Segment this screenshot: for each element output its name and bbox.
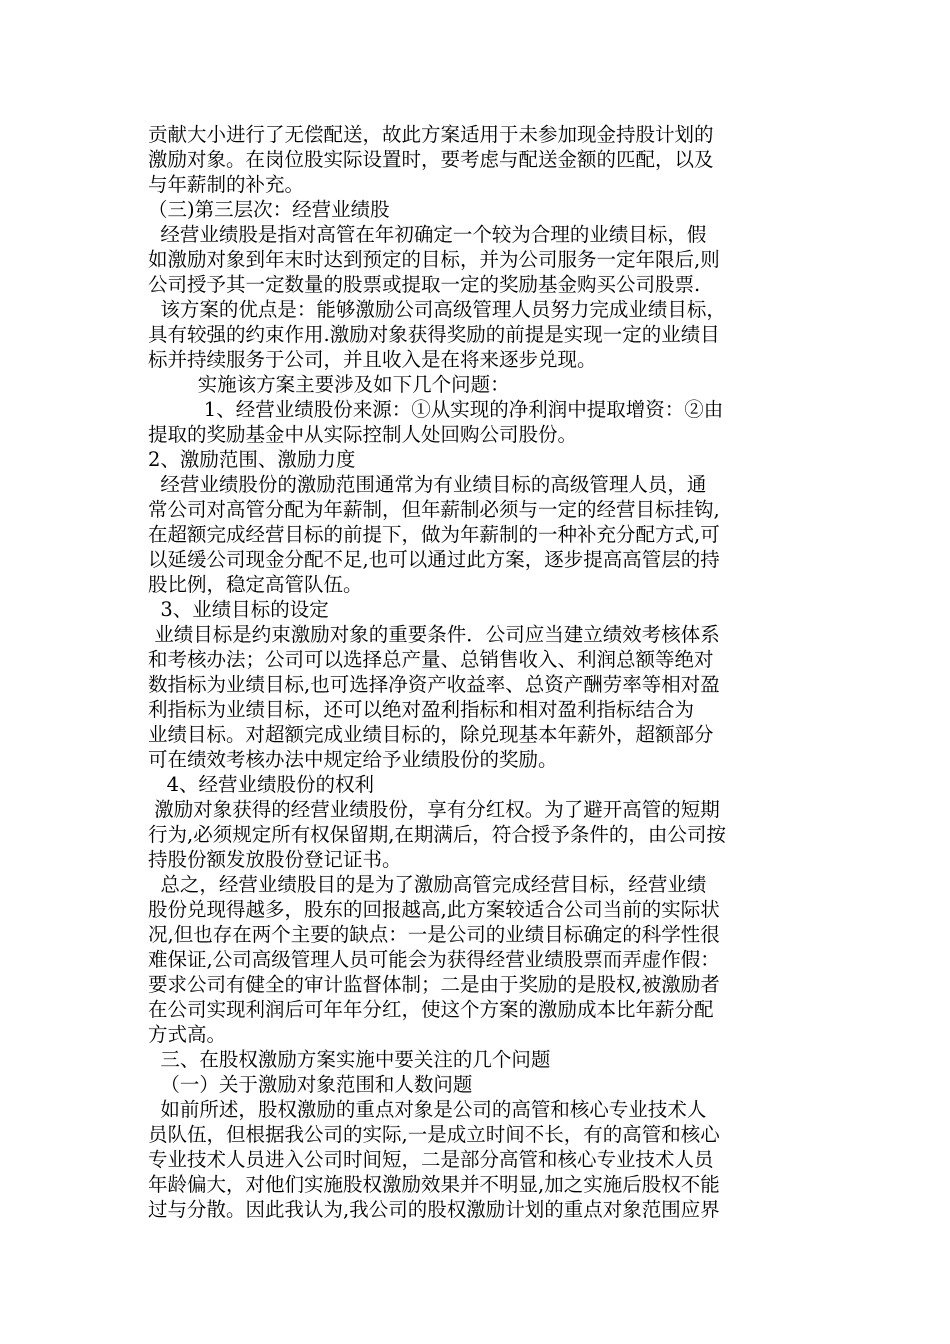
text-line: （一）关于激励对象范围和人数问题 xyxy=(148,1073,473,1096)
text-line: （三)第三层次：经营业绩股 xyxy=(148,198,390,221)
text-line: 数指标为业绩目标,也可选择净资产收益率、总资产酬劳率等相对盈 xyxy=(148,673,720,696)
text-line: 激励对象获得的经营业绩股份，享有分红权。为了避开高管的短期 xyxy=(148,798,720,821)
text-line: 行为,必须规定所有权保留期,在期满后，符合授予条件的，由公司按 xyxy=(148,823,726,846)
text-line: 贡献大小进行了无偿配送，故此方案适用于未参加现金持股计划的 xyxy=(148,123,714,146)
text-line: 持股份额发放股份登记证书。 xyxy=(148,848,402,871)
text-line: 过与分散。因此我认为,我公司的股权激励计划的重点对象范围应界 xyxy=(148,1198,720,1221)
text-line: 专业技术人员进入公司时间短，二是部分高管和核心专业技术人员 xyxy=(148,1148,714,1171)
text-line: 具有较强的约束作用.激励对象获得奖励的前提是实现一定的业绩目 xyxy=(148,323,720,346)
text-line: 经营业绩股份的激励范围通常为有业绩目标的高级管理人员，通 xyxy=(148,473,707,496)
text-line: 激励对象。在岗位股实际设置时，要考虑与配送金额的匹配，以及 xyxy=(148,148,714,171)
text-line: 况,但也存在两个主要的缺点：一是公司的业绩目标确定的科学性很 xyxy=(148,923,720,946)
document-body xyxy=(148,122,808,1222)
text-line: 1、经营业绩股份来源：①从实现的净利润中提取增资：②由 xyxy=(148,398,724,421)
text-line: 4、经营业绩股份的权利 xyxy=(148,773,375,796)
text-line: 难保证,公司高级管理人员可能会为获得经营业绩股票而弄虚作假： xyxy=(148,948,720,971)
text-line: 利指标为业绩目标，还可以绝对盈利指标和相对盈利指标结合为 xyxy=(148,698,695,721)
text-line: 在超额完成经营目标的前提下，做为年薪制的一种补充分配方式,可 xyxy=(148,523,720,546)
text-line: 经营业绩股是指对高管在年初确定一个较为合理的业绩目标，假 xyxy=(148,223,707,246)
text-line: 总之，经营业绩股目的是为了激励高管完成经营目标，经营业绩 xyxy=(148,873,707,896)
text-line: 员队伍，但根据我公司的实际,一是成立时间不长，有的高管和核心 xyxy=(148,1123,720,1146)
text-line: 2、激励范围、激励力度 xyxy=(148,448,356,471)
text-line: 公司授予其一定数量的股票或提取一定的奖励基金购买公司股票. xyxy=(148,273,701,296)
text-line: 以延缓公司现金分配不足,也可以通过此方案，逐步提高高管层的持 xyxy=(148,548,720,571)
text-line: 在公司实现利润后可年年分红，使这个方案的激励成本比年薪分配 xyxy=(148,998,714,1021)
text-line: 标并持续服务于公司，并且收入是在将来逐步兑现。 xyxy=(148,348,597,371)
text-line: 股份兑现得越多，股东的回报越高,此方案较适合公司当前的实际状 xyxy=(148,898,720,921)
text-line: 股比例，稳定高管队伍。 xyxy=(148,573,363,596)
text-line: 方式高。 xyxy=(148,1023,227,1046)
text-line: 实施该方案主要涉及如下几个问题： xyxy=(148,373,510,396)
text-line: 业绩目标。对超额完成业绩目标的，除兑现基本年薪外，超额部分 xyxy=(148,723,714,746)
text-line: 年龄偏大，对他们实施股权激励效果并不明显,加之实施后股权不能 xyxy=(148,1173,720,1196)
text-line: 如前所述，股权激励的重点对象是公司的高管和核心专业技术人 xyxy=(148,1098,707,1121)
text-line: 常公司对高管分配为年薪制，但年薪制必须与一定的经营目标挂钩, xyxy=(148,498,720,521)
text-line: 如激励对象到年末时达到预定的目标，并为公司服务一定年限后,则 xyxy=(148,248,720,271)
text-line: 三、在股权激励方案实施中要关注的几个问题 xyxy=(148,1048,551,1071)
text-line: 要求公司有健全的审计监督体制；二是由于奖励的是股权,被激励者 xyxy=(148,973,720,996)
text-line: 该方案的优点是：能够激励公司高级管理人员努力完成业绩目标， xyxy=(148,298,726,321)
text-line: 和考核办法；公司可以选择总产量、总销售收入、利润总额等绝对 xyxy=(148,648,714,671)
text-line: 3、业绩目标的设定 xyxy=(148,598,329,621)
text-line: 可在绩效考核办法中规定给予业绩股份的奖励。 xyxy=(148,748,558,771)
text-line: 提取的奖励基金中从实际控制人处回购公司股份。 xyxy=(148,423,578,446)
text-line: 业绩目标是约束激励对象的重要条件．公司应当建立绩效考核体系 xyxy=(148,623,720,646)
text-line: 与年薪制的补充。 xyxy=(148,173,305,196)
